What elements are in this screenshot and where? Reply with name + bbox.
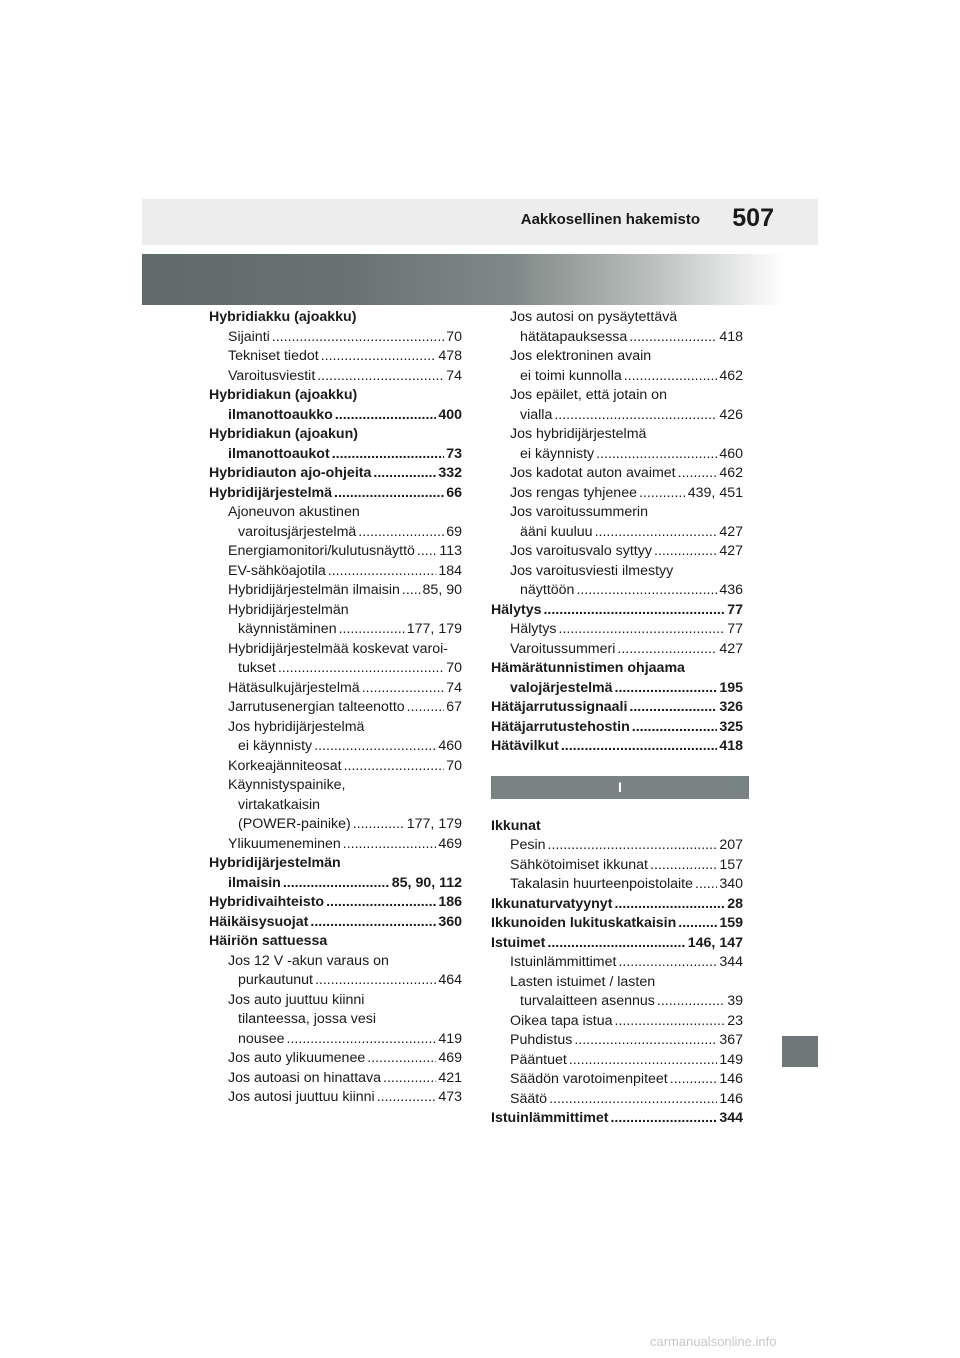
index-entry bbox=[209, 757, 462, 777]
index-entry bbox=[209, 932, 462, 952]
entry-label: virtakatkaisin bbox=[238, 796, 321, 813]
page-reference[interactable]: 39 bbox=[727, 993, 743, 1009]
leader-dots bbox=[657, 992, 725, 1012]
leader-dots bbox=[559, 620, 726, 640]
index-entry bbox=[491, 542, 743, 562]
index-entry bbox=[491, 347, 743, 367]
index-entry bbox=[491, 464, 743, 484]
index-entry bbox=[209, 991, 462, 1011]
index-entry bbox=[491, 659, 743, 679]
page-reference[interactable]: 473 bbox=[438, 1089, 462, 1105]
index-entry bbox=[209, 718, 462, 738]
entry-label: ilmanottoaukko bbox=[228, 406, 333, 423]
index-entry bbox=[491, 523, 743, 543]
entry-label: Jos varoitussummerin bbox=[510, 504, 648, 520]
page-reference[interactable]: 66 bbox=[446, 484, 462, 501]
index-entry bbox=[491, 934, 743, 954]
entry-label: Hälytys bbox=[510, 621, 557, 637]
page-reference[interactable]: 77 bbox=[727, 621, 743, 637]
index-entry bbox=[209, 523, 462, 543]
entry-label: Istuinlämmittimet bbox=[510, 954, 617, 970]
index-entry bbox=[491, 914, 743, 934]
leader-dots bbox=[547, 934, 685, 954]
leader-dots bbox=[335, 406, 436, 426]
entry-label: Häiriön sattuessa bbox=[209, 933, 328, 949]
entry-label: Jos varoitusvalo syttyy bbox=[510, 543, 652, 559]
entry-label: valojärjestelmä bbox=[510, 679, 613, 696]
entry-label: Istuimet bbox=[491, 934, 546, 951]
leader-dots bbox=[317, 367, 444, 387]
section-letter-band: I bbox=[491, 776, 749, 799]
page-reference[interactable]: 464 bbox=[438, 972, 462, 988]
index-entry bbox=[491, 1051, 743, 1071]
index-entry bbox=[491, 581, 743, 601]
entry-label: Hätäjarrutustehostin bbox=[491, 718, 630, 735]
entry-label: Jos autosi on pysäytettävä bbox=[510, 309, 678, 325]
leader-dots bbox=[339, 620, 405, 640]
page-reference[interactable]: 326 bbox=[719, 699, 743, 715]
leader-dots bbox=[417, 542, 437, 562]
leader-dots bbox=[321, 347, 437, 367]
index-entry bbox=[491, 328, 743, 348]
index-entry bbox=[491, 620, 743, 640]
entry-label: Hybridiakun (ajoakun) bbox=[209, 426, 358, 442]
entry-label: Energiamonitori/kulutusnäyttö bbox=[228, 543, 415, 559]
chapter-tab-marker bbox=[782, 1036, 818, 1067]
page-reference[interactable]: 436 bbox=[719, 582, 743, 598]
entry-label: Varoitusviestit bbox=[228, 367, 316, 384]
entry-label: Hälytys bbox=[491, 601, 542, 618]
watermark: carmanualsonline.info bbox=[650, 1334, 777, 1349]
leader-dots bbox=[543, 601, 725, 621]
index-entry bbox=[491, 425, 743, 445]
page-reference[interactable]: 462 bbox=[719, 465, 743, 481]
entry-label: ei käynnisty bbox=[520, 445, 595, 462]
page-reference[interactable]: 360 bbox=[438, 913, 462, 930]
entry-label: Lasten istuimet / lasten bbox=[510, 973, 656, 990]
entry-label: Jarrutusenergian talteenotto bbox=[228, 699, 405, 715]
page-reference[interactable]: 70 bbox=[446, 328, 462, 345]
index-entry bbox=[491, 367, 743, 387]
page-reference[interactable]: 195 bbox=[719, 679, 743, 696]
entry-label: Jos varoitusviesti ilmestyy bbox=[510, 562, 674, 579]
entry-label: Jos hybridijärjestelmä bbox=[510, 426, 647, 442]
entry-label: Jos kadotat auton avaimet bbox=[510, 465, 676, 481]
entry-label: Jos autoasi on hinattava bbox=[228, 1069, 382, 1086]
section-title: Aakkosellinen hakemisto bbox=[520, 211, 700, 228]
leader-dots bbox=[614, 895, 725, 915]
entry-label: Ajoneuvon akustinen bbox=[228, 504, 360, 520]
index-entry bbox=[491, 445, 743, 465]
leader-dots bbox=[343, 835, 437, 855]
entry-label: Jos rengas tyhjenee bbox=[510, 484, 637, 501]
page-reference[interactable]: 421 bbox=[438, 1069, 462, 1086]
entry-label: Istuinlämmittimet bbox=[491, 1110, 609, 1126]
page-reference[interactable]: 332 bbox=[438, 465, 462, 481]
entry-label: Puhdistus bbox=[510, 1032, 573, 1048]
leader-dots bbox=[377, 1088, 437, 1108]
entry-label: (POWER-painike) bbox=[238, 816, 351, 832]
entry-label: purkautunut bbox=[238, 972, 313, 988]
page-reference[interactable]: 74 bbox=[446, 679, 462, 696]
index-entry bbox=[209, 425, 462, 445]
leader-dots bbox=[358, 523, 444, 543]
leader-dots bbox=[314, 737, 436, 757]
leader-dots bbox=[328, 562, 437, 582]
index-entry bbox=[209, 328, 462, 348]
leader-dots bbox=[595, 523, 718, 543]
page-reference[interactable]: 418 bbox=[719, 328, 743, 345]
index-entry bbox=[209, 640, 462, 660]
page-reference[interactable]: 69 bbox=[446, 523, 462, 540]
entry-label: Hybridijärjestelmä bbox=[209, 484, 333, 501]
index-entry bbox=[209, 776, 462, 796]
page-reference[interactable]: 177, 179 bbox=[406, 621, 462, 637]
page-reference[interactable]: 426 bbox=[719, 406, 743, 423]
index-entry bbox=[491, 503, 743, 523]
entry-label: Takalasin huurteenpoistolaite bbox=[510, 876, 693, 892]
leader-dots bbox=[639, 484, 686, 504]
entry-label: Hybridijärjestelmän bbox=[228, 601, 349, 618]
entry-label: Ikkunoiden lukituskatkaisin bbox=[491, 915, 677, 931]
leader-dots bbox=[629, 328, 717, 348]
entry-label: Hätäjarrutussignaali bbox=[491, 699, 628, 715]
leader-dots bbox=[617, 640, 717, 660]
index-entry bbox=[209, 347, 462, 367]
leader-dots bbox=[402, 581, 421, 601]
entry-label: varoitusjärjestelmä bbox=[238, 523, 357, 540]
entry-label: Jos auto ylikuumenee bbox=[228, 1050, 366, 1066]
index-entry bbox=[209, 835, 462, 855]
page-reference[interactable]: 469 bbox=[438, 1050, 462, 1066]
index-entry bbox=[209, 913, 462, 933]
leader-dots bbox=[407, 698, 445, 718]
index-entry bbox=[491, 406, 743, 426]
page-reference[interactable]: 23 bbox=[727, 1012, 743, 1029]
leader-dots bbox=[344, 757, 445, 777]
index-entry bbox=[491, 601, 743, 621]
page-reference[interactable]: 70 bbox=[446, 757, 462, 774]
entry-label: Häikäisysuojat bbox=[209, 913, 309, 930]
index-entry bbox=[491, 992, 743, 1012]
index-entry bbox=[209, 679, 462, 699]
index-entry bbox=[209, 815, 462, 835]
leader-dots bbox=[362, 679, 445, 699]
entry-label: ilmaisin bbox=[228, 874, 281, 891]
page-reference[interactable]: 367 bbox=[719, 1032, 743, 1048]
index-entry bbox=[491, 856, 743, 876]
index-entry bbox=[491, 1070, 743, 1090]
leader-dots bbox=[629, 698, 717, 718]
page-reference[interactable]: 439, 451 bbox=[687, 484, 743, 501]
leader-dots bbox=[287, 1030, 437, 1050]
page-reference[interactable]: 85, 90, 112 bbox=[391, 874, 462, 891]
leader-dots bbox=[574, 1031, 717, 1051]
entry-label: Varoitussummeri bbox=[510, 640, 616, 657]
index-entry bbox=[491, 718, 743, 738]
index-entry bbox=[209, 386, 462, 406]
entry-label: Hybridiakku (ajoakku) bbox=[209, 309, 357, 325]
entry-label: ei toimi kunnolla bbox=[520, 367, 622, 384]
page-reference[interactable]: 73 bbox=[446, 445, 462, 462]
entry-label: vialla bbox=[520, 406, 553, 423]
index-entry bbox=[209, 464, 462, 484]
leader-dots bbox=[654, 542, 717, 562]
page-reference[interactable]: 146 bbox=[719, 1090, 743, 1107]
page-reference[interactable]: 146, 147 bbox=[687, 934, 743, 951]
entry-label: Käynnistyspainike, bbox=[228, 777, 346, 793]
index-entry bbox=[209, 796, 462, 816]
index-entry bbox=[209, 484, 462, 504]
page-reference[interactable]: 418 bbox=[719, 738, 743, 754]
page-reference[interactable]: 184 bbox=[438, 562, 462, 579]
index-entry bbox=[209, 893, 462, 913]
index-entry bbox=[491, 640, 743, 660]
page-reference[interactable]: 427 bbox=[719, 640, 743, 657]
leader-dots bbox=[596, 445, 717, 465]
entry-label: Hybridijärjestelmää koskevat varoi- bbox=[228, 640, 448, 657]
leader-dots bbox=[373, 464, 436, 484]
entry-label: Hybridivaihteisto bbox=[209, 894, 325, 910]
leader-dots bbox=[695, 875, 717, 895]
page-reference[interactable]: 207 bbox=[719, 837, 743, 853]
leader-dots bbox=[367, 1049, 436, 1069]
index-entry bbox=[491, 679, 743, 699]
leader-dots bbox=[610, 1109, 717, 1129]
entry-label: Hämärätunnistimen ohjaama bbox=[491, 660, 685, 676]
leader-dots bbox=[549, 1090, 717, 1110]
page-reference[interactable]: 419 bbox=[438, 1030, 462, 1047]
page-reference[interactable]: 149 bbox=[719, 1051, 743, 1068]
index-entry bbox=[209, 1069, 462, 1089]
entry-label: hätätapauksessa bbox=[520, 328, 628, 345]
index-entry bbox=[209, 854, 462, 874]
entry-label: Sijainti bbox=[228, 328, 270, 345]
leader-dots bbox=[332, 445, 445, 465]
entry-label: Korkeajänniteosat bbox=[228, 757, 342, 774]
page-reference[interactable]: 427 bbox=[719, 523, 743, 540]
index-entry bbox=[491, 484, 743, 504]
index-entry bbox=[209, 542, 462, 562]
page-reference[interactable]: 186 bbox=[438, 894, 462, 910]
index-entry bbox=[209, 367, 462, 387]
entry-label: Jos elektroninen avain bbox=[510, 348, 652, 364]
entry-label: Jos epäilet, että jotain on bbox=[510, 387, 667, 403]
page-reference[interactable]: 70 bbox=[446, 660, 462, 676]
entry-label: EV-sähköajotila bbox=[228, 562, 326, 579]
page-reference[interactable]: 469 bbox=[438, 835, 462, 852]
index-entry bbox=[491, 836, 743, 856]
entry-label: Jos auto juuttuu kiinni bbox=[228, 991, 365, 1008]
index-entry bbox=[491, 895, 743, 915]
page-reference[interactable]: 344 bbox=[719, 1110, 743, 1126]
leader-dots bbox=[315, 971, 436, 991]
leader-dots bbox=[569, 1051, 718, 1071]
leader-dots bbox=[554, 406, 717, 426]
entry-label: Jos hybridijärjestelmä bbox=[228, 718, 365, 735]
entry-label: turvalaitteen asennus bbox=[520, 993, 655, 1009]
leader-dots bbox=[353, 815, 405, 835]
entry-label: Pesin bbox=[510, 837, 546, 853]
index-entry bbox=[491, 953, 743, 973]
leader-dots bbox=[678, 464, 718, 484]
entry-label: ei käynnisty bbox=[238, 738, 313, 754]
page-reference[interactable]: 478 bbox=[438, 348, 462, 364]
page-reference[interactable]: 67 bbox=[446, 699, 462, 715]
entry-label: Ylikuumeneminen bbox=[228, 835, 341, 852]
page-reference[interactable]: 113 bbox=[439, 543, 462, 559]
header-gradient-band bbox=[142, 254, 818, 305]
entry-label: Hybridijärjestelmän bbox=[209, 855, 341, 871]
page-reference[interactable]: 177, 179 bbox=[406, 816, 462, 832]
index-entry bbox=[491, 875, 743, 895]
entry-label: Hätäsulkujärjestelmä bbox=[228, 679, 360, 696]
index-entry bbox=[209, 659, 462, 679]
leader-dots bbox=[615, 679, 718, 699]
index-entry bbox=[491, 973, 743, 993]
entry-label: Ikkunat bbox=[491, 817, 541, 834]
index-entry bbox=[209, 1049, 462, 1069]
entry-label: tilanteessa, jossa vesi bbox=[238, 1011, 377, 1027]
leader-dots bbox=[624, 367, 718, 387]
entry-label: Hätävilkut bbox=[491, 738, 559, 754]
index-entry bbox=[491, 1031, 743, 1051]
index-entry bbox=[209, 874, 462, 894]
leader-dots bbox=[615, 1012, 726, 1032]
index-entry bbox=[209, 406, 462, 426]
index-entry bbox=[209, 308, 462, 328]
entry-label: ääni kuuluu bbox=[520, 523, 593, 540]
page-reference[interactable]: 462 bbox=[719, 367, 743, 384]
page-reference[interactable]: 85, 90 bbox=[422, 582, 462, 598]
page-reference[interactable]: 427 bbox=[719, 543, 743, 559]
index-entry bbox=[491, 1090, 743, 1110]
page-header bbox=[142, 199, 818, 245]
entry-label: Hybridijärjestelmän ilmaisin bbox=[228, 582, 400, 598]
entry-label: Jos 12 V -akun varaus on bbox=[228, 952, 389, 969]
page-number: 507 bbox=[732, 204, 774, 232]
leader-dots bbox=[650, 856, 717, 876]
index-entry bbox=[209, 562, 462, 582]
leader-dots bbox=[283, 874, 390, 894]
entry-label: Oikea tapa istua bbox=[510, 1012, 613, 1029]
index-entry bbox=[209, 601, 462, 621]
leader-dots bbox=[618, 953, 717, 973]
index-entry bbox=[209, 971, 462, 991]
page-reference[interactable]: 74 bbox=[446, 367, 462, 384]
index-entry bbox=[209, 445, 462, 465]
leader-dots bbox=[383, 1069, 436, 1089]
index-entry bbox=[491, 562, 743, 582]
page-reference[interactable]: 340 bbox=[719, 876, 743, 892]
page-reference[interactable]: 159 bbox=[719, 915, 743, 931]
entry-label: Sähkötoimiset ikkunat bbox=[510, 856, 649, 873]
entry-label: Säädön varotoimenpiteet bbox=[510, 1071, 668, 1087]
index-entry bbox=[491, 1109, 743, 1129]
leader-dots bbox=[561, 737, 718, 757]
leader-dots bbox=[310, 913, 436, 933]
index-entry bbox=[209, 952, 462, 972]
page-reference[interactable]: 28 bbox=[727, 895, 743, 912]
leader-dots bbox=[326, 893, 436, 913]
entry-label: Jos autosi juuttuu kiinni bbox=[228, 1089, 375, 1105]
leader-dots bbox=[670, 1070, 718, 1090]
index-entry bbox=[491, 698, 743, 718]
leader-dots bbox=[632, 718, 718, 738]
page-reference[interactable]: 77 bbox=[727, 601, 743, 618]
entry-label: näyttöön bbox=[520, 582, 575, 598]
page-reference[interactable]: 344 bbox=[719, 954, 743, 970]
entry-label: tukset bbox=[238, 660, 276, 676]
page-reference[interactable]: 157 bbox=[719, 856, 743, 873]
index-entry bbox=[209, 581, 462, 601]
index-entry bbox=[209, 698, 462, 718]
page-reference[interactable]: 400 bbox=[438, 406, 462, 423]
leader-dots bbox=[272, 328, 444, 348]
index-entry bbox=[491, 817, 743, 837]
index-entry bbox=[209, 1010, 462, 1030]
entry-label: Säätö bbox=[510, 1090, 548, 1107]
leader-dots bbox=[576, 581, 717, 601]
index-entry bbox=[209, 1030, 462, 1050]
index-entry bbox=[209, 737, 462, 757]
entry-label: Tekniset tiedot bbox=[228, 348, 319, 364]
entry-label: Pääntuet bbox=[510, 1051, 567, 1068]
entry-label: ilmanottoaukot bbox=[228, 445, 330, 462]
page-reference[interactable]: 325 bbox=[719, 718, 743, 735]
entry-label: nousee bbox=[238, 1030, 285, 1047]
leader-dots bbox=[334, 484, 444, 504]
leader-dots bbox=[278, 659, 444, 679]
leader-dots bbox=[678, 914, 717, 934]
index-entry bbox=[491, 386, 743, 406]
page-reference[interactable]: 460 bbox=[719, 445, 743, 462]
entry-label: käynnistäminen bbox=[238, 621, 337, 637]
index-entry bbox=[491, 737, 743, 757]
page-reference[interactable]: 146 bbox=[719, 1071, 743, 1087]
index-column-right bbox=[491, 308, 743, 1129]
leader-dots bbox=[548, 836, 718, 856]
entry-label: Hybridiauton ajo-ohjeita bbox=[209, 465, 372, 481]
page-reference[interactable]: 460 bbox=[438, 738, 462, 754]
entry-label: Ikkunaturvatyynyt bbox=[491, 895, 613, 912]
index-entry bbox=[491, 308, 743, 328]
index-column-left bbox=[209, 308, 462, 1108]
index-entry bbox=[209, 503, 462, 523]
index-entry bbox=[209, 1088, 462, 1108]
index-entry bbox=[491, 1012, 743, 1032]
entry-label: Hybridiakun (ajoakku) bbox=[209, 387, 358, 403]
index-entry bbox=[209, 620, 462, 640]
